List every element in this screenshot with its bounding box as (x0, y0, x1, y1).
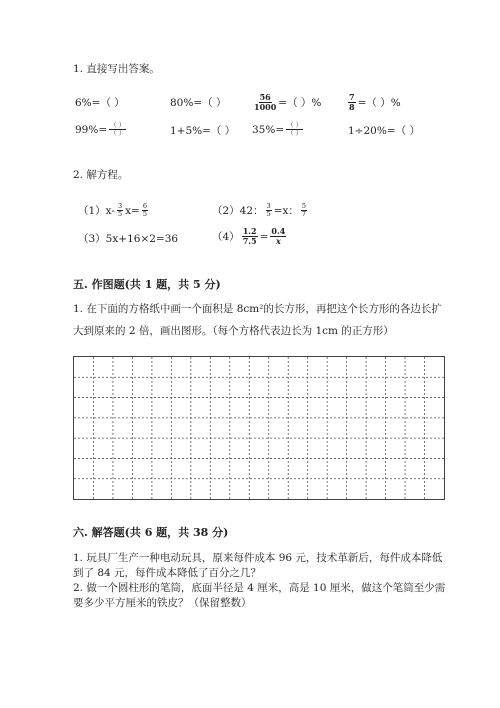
equation-text: =x： (273, 204, 299, 217)
section-2-title: 2. 解方程。 (73, 169, 129, 181)
numerator: 56 (259, 92, 271, 102)
problem-6-percent (75, 96, 125, 110)
problem-56-over-1000 (252, 93, 321, 112)
numerator: 1.2 (242, 226, 257, 236)
problem-text: 1+5%=（ ） (170, 125, 236, 137)
section-5-question-line-1: 1. 在下面的方格纸中画一个面积是 8cm²的长方形，再把这个长方形的各边长扩 (73, 303, 442, 315)
denominator: 7 (301, 210, 307, 218)
denominator: 8 (349, 102, 355, 112)
problem-text: 1÷20%=（ ） (348, 125, 420, 137)
denominator: （ ） (287, 129, 303, 137)
problem-text: 80%=（ ） (170, 97, 227, 109)
fraction (348, 93, 356, 112)
numerator: （ ） (110, 121, 126, 129)
problem-text: 6%=（ ） (75, 97, 125, 109)
numerator: 5 (301, 202, 307, 210)
fraction-blank (286, 122, 303, 137)
fraction (142, 203, 148, 218)
section-6-question-2-line-2: 要多少平方厘米的铁皮？（保留整数） (73, 597, 252, 609)
problem-text: =（ ）% (278, 96, 322, 109)
numerator: 7 (349, 92, 355, 102)
problem-1-div-20-percent (348, 124, 420, 138)
equation-1 (78, 203, 150, 218)
grid-lines (74, 357, 444, 499)
numerator: （ ） (287, 121, 303, 129)
numerator: 3 (117, 202, 123, 210)
problem-text: =（ ）% (357, 96, 401, 109)
section-6-question-1-line-2: 到了 84 元，每件成本降低了百分之几？ (73, 567, 262, 579)
equation-2 (212, 203, 309, 218)
fraction (270, 227, 286, 246)
section-6-heading: 六. 解答题(共 6 题，共 38 分) (73, 526, 229, 539)
equation-3 (78, 232, 178, 246)
problem-text: 35%= (252, 123, 285, 136)
denominator: 5 (266, 210, 271, 218)
denominator: （ ） (110, 129, 126, 137)
section-5-heading: 五. 作图题(共 1 题，共 5 分) (73, 278, 221, 291)
grid-paper (73, 356, 445, 500)
section-6-question-2-line-1: 2. 做一个圆柱形的笔筒，底面半径是 4 厘米，高是 10 厘米，做这个笔筒至少需 (73, 582, 446, 594)
denominator: 5 (142, 210, 147, 218)
fraction (301, 203, 307, 218)
section-5-question-line-2: 大到原来的 2 倍，画出图形。（每个方格代表边长为 1cm 的正方形） (73, 325, 394, 337)
problem-35-percent (252, 122, 305, 137)
equation-text: （4） (212, 230, 240, 243)
fraction-blank (109, 122, 126, 137)
fraction (266, 203, 272, 218)
problem-80-percent (170, 96, 226, 110)
equation-4 (212, 227, 288, 246)
problem-7-over-8 (346, 93, 401, 112)
equation-text: = (259, 230, 269, 243)
numerator: 3 (266, 202, 271, 210)
equation-text: x= (125, 204, 140, 217)
denominator: 1000 (254, 102, 277, 112)
fraction (117, 203, 123, 218)
equation-text: （2）42： (212, 204, 264, 217)
section-6-question-1-line-1: 1. 玩具厂生产一种电动玩具，原来每件成本 96 元，技术革新后，每件成本降低 (73, 552, 443, 564)
equation-text: （1）x- (78, 204, 115, 217)
numerator: 6 (142, 202, 147, 210)
equation-text: （3）5x+16×2=36 (78, 233, 179, 245)
denominator: x (275, 236, 281, 246)
section-1-title: 1. 直接写出答案。 (73, 63, 160, 75)
problem-1-plus-5-percent (170, 124, 235, 138)
fraction (242, 227, 258, 246)
numerator: 0.4 (271, 226, 286, 236)
denominator: 7.5 (242, 236, 257, 246)
problem-99-percent (75, 122, 128, 137)
problem-text: 99%= (75, 123, 108, 136)
fraction (254, 93, 276, 112)
denominator: 5 (117, 210, 123, 218)
